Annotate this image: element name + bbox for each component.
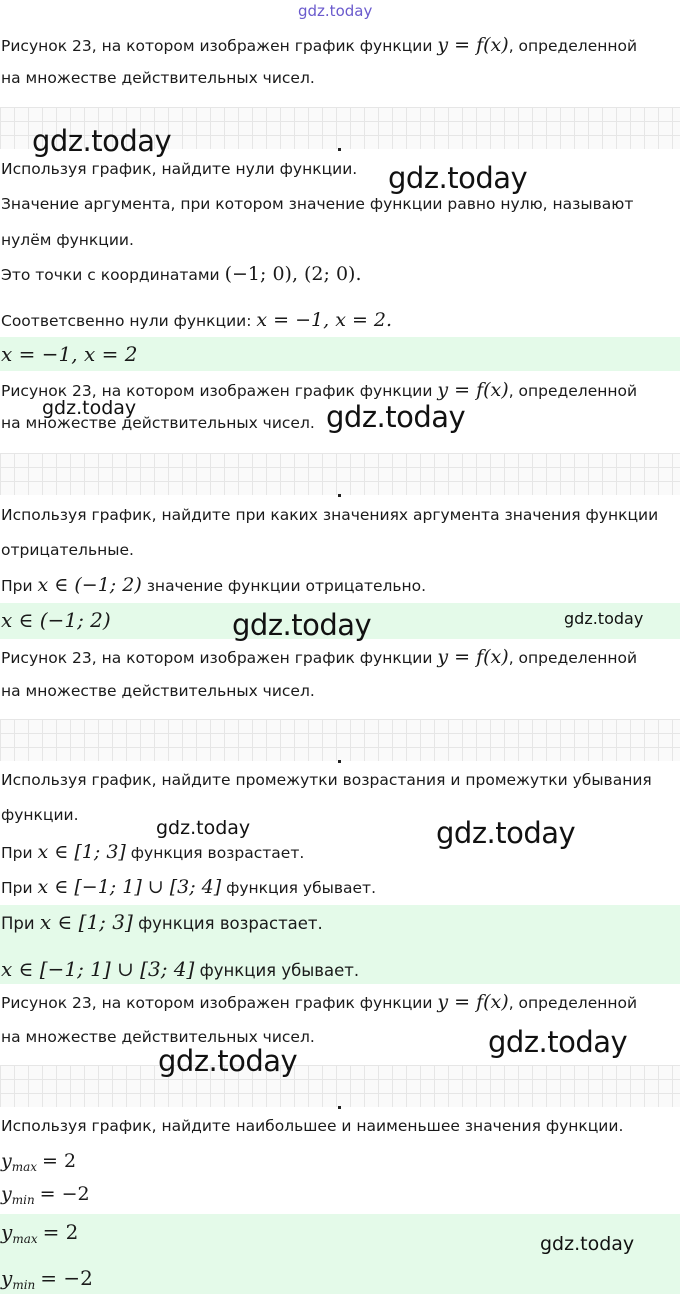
- intro-line1-block3: [1, 646, 637, 668]
- max-sub: max: [11, 1160, 38, 1174]
- watermark: gdz.today: [388, 161, 528, 195]
- watermark: gdz.today: [158, 1044, 298, 1078]
- max-y: y: [1, 1150, 12, 1172]
- answer-increasing-math: x ∈ [1; 3]: [39, 910, 133, 934]
- question-negative-line1: Используя график, найдите при каких значениях аргумента значения функции: [1, 506, 659, 524]
- answer-max-sub: max: [12, 1232, 38, 1246]
- intro-line1-block1: [1, 34, 637, 56]
- watermark: gdz.today: [42, 397, 137, 419]
- points-math: (−1; 0), (2; 0).: [224, 263, 362, 285]
- answer-decreasing-math: x ∈ [−1; 1] ∪ [3; 4]: [1, 957, 195, 981]
- watermark: gdz.today: [156, 817, 251, 839]
- answer-decreasing: [1, 957, 359, 981]
- negative-solution-post: значение функции отрицательно.: [146, 577, 427, 595]
- answer-min-y: y: [1, 1266, 13, 1290]
- decreasing-solution-post: функция убывает.: [226, 879, 377, 897]
- intro-line2-block4: на множестве действительных чисел.: [1, 1028, 315, 1046]
- points-text: Это точки с координатами: [1, 266, 220, 284]
- question-negative-line2: отрицательные.: [1, 541, 134, 559]
- intro-text: Рисунок 23, на котором изображен график функции: [1, 994, 433, 1012]
- watermark: gdz.today: [564, 609, 644, 628]
- points-line: [1, 263, 362, 285]
- max-solution: [1, 1150, 76, 1172]
- graph-dot: [338, 494, 341, 497]
- graph-dot: [338, 1106, 341, 1109]
- graph-dot: [338, 760, 341, 763]
- zeros-result-math: x = −1, x = 2.: [256, 309, 393, 331]
- increasing-solution-pre: При: [1, 844, 33, 862]
- watermark: gdz.today: [540, 1233, 635, 1255]
- intro-text-end: , определенной: [508, 37, 638, 55]
- zeros-result-text: Соответсвенно нули функции:: [1, 312, 252, 330]
- min-rhs: = −2: [39, 1183, 90, 1205]
- min-sub: min: [11, 1193, 35, 1207]
- min-solution: [1, 1183, 90, 1205]
- decreasing-solution-math: x ∈ [−1; 1] ∪ [3; 4]: [37, 876, 222, 898]
- negative-solution-math: x ∈ (−1; 2): [37, 574, 142, 596]
- answer-increasing: [1, 910, 323, 934]
- intro-text-end: , определенной: [508, 382, 638, 400]
- graph-strip: [0, 1065, 680, 1107]
- intro-math: y = f(x): [437, 991, 509, 1013]
- intro-line2-block1: на множестве действительных чисел.: [1, 69, 315, 87]
- graph-strip: [0, 719, 680, 761]
- question-monotonic-line1: Используя график, найдите промежутки возрастания и промежутки убывания: [1, 771, 652, 789]
- watermark: gdz.today: [326, 400, 466, 434]
- intro-math: y = f(x): [437, 646, 509, 668]
- max-rhs: = 2: [41, 1150, 77, 1172]
- definition-line2: нулём функции.: [1, 231, 134, 249]
- answer-max-rhs: = 2: [42, 1220, 79, 1244]
- increasing-solution-post: функция возрастает.: [130, 844, 305, 862]
- watermark: gdz.today: [436, 816, 576, 850]
- question-zeros: Используя график, найдите нули функции.: [1, 160, 358, 178]
- answer-increasing-post: функция возрастает.: [138, 914, 323, 933]
- intro-text-end: , определенной: [508, 994, 638, 1012]
- increasing-solution-math: x ∈ [1; 3]: [37, 841, 126, 863]
- increasing-solution: [1, 841, 304, 863]
- answer-negative: x ∈ (−1; 2): [1, 608, 111, 632]
- graph-dot: [338, 148, 341, 151]
- intro-text: Рисунок 23, на котором изображен график функции: [1, 649, 433, 667]
- answer-decreasing-post: функция убывает.: [199, 961, 360, 980]
- intro-text-end: , определенной: [508, 649, 638, 667]
- question-monotonic-line2: функции.: [1, 806, 79, 824]
- intro-math: y = f(x): [437, 379, 509, 401]
- answer-increasing-pre: При: [1, 914, 35, 933]
- negative-solution-pre: При: [1, 577, 33, 595]
- zeros-result-line: [1, 309, 392, 331]
- watermark: gdz.today: [488, 1025, 628, 1059]
- watermark: gdz.today: [32, 124, 172, 158]
- watermark-top: gdz.today: [298, 2, 373, 20]
- intro-line1-block4: [1, 991, 637, 1013]
- answer-min-sub: min: [12, 1278, 36, 1292]
- question-extrema: Используя график, найдите наибольшее и наименьшее значения функции.: [1, 1117, 624, 1135]
- answer-max: [1, 1220, 78, 1244]
- negative-solution: [1, 574, 426, 596]
- definition-line1: Значение аргумента, при котором значение функции равно нулю, называют: [1, 195, 634, 213]
- decreasing-solution-pre: При: [1, 879, 33, 897]
- intro-text: Рисунок 23, на котором изображен график функции: [1, 382, 433, 400]
- min-y: y: [1, 1183, 12, 1205]
- intro-line2-block2: на множестве действительных чисел.: [1, 414, 315, 432]
- answer-zeros: x = −1, x = 2: [1, 342, 138, 366]
- answer-min: [1, 1266, 93, 1290]
- decreasing-solution: [1, 876, 376, 898]
- graph-strip: [0, 453, 680, 495]
- answer-min-rhs: = −2: [40, 1266, 93, 1290]
- answer-max-y: y: [1, 1220, 13, 1244]
- intro-text: Рисунок 23, на котором изображен график функции: [1, 37, 433, 55]
- watermark: gdz.today: [232, 608, 372, 642]
- intro-line2-block3: на множестве действительных чисел.: [1, 682, 315, 700]
- intro-math: y = f(x): [437, 34, 509, 56]
